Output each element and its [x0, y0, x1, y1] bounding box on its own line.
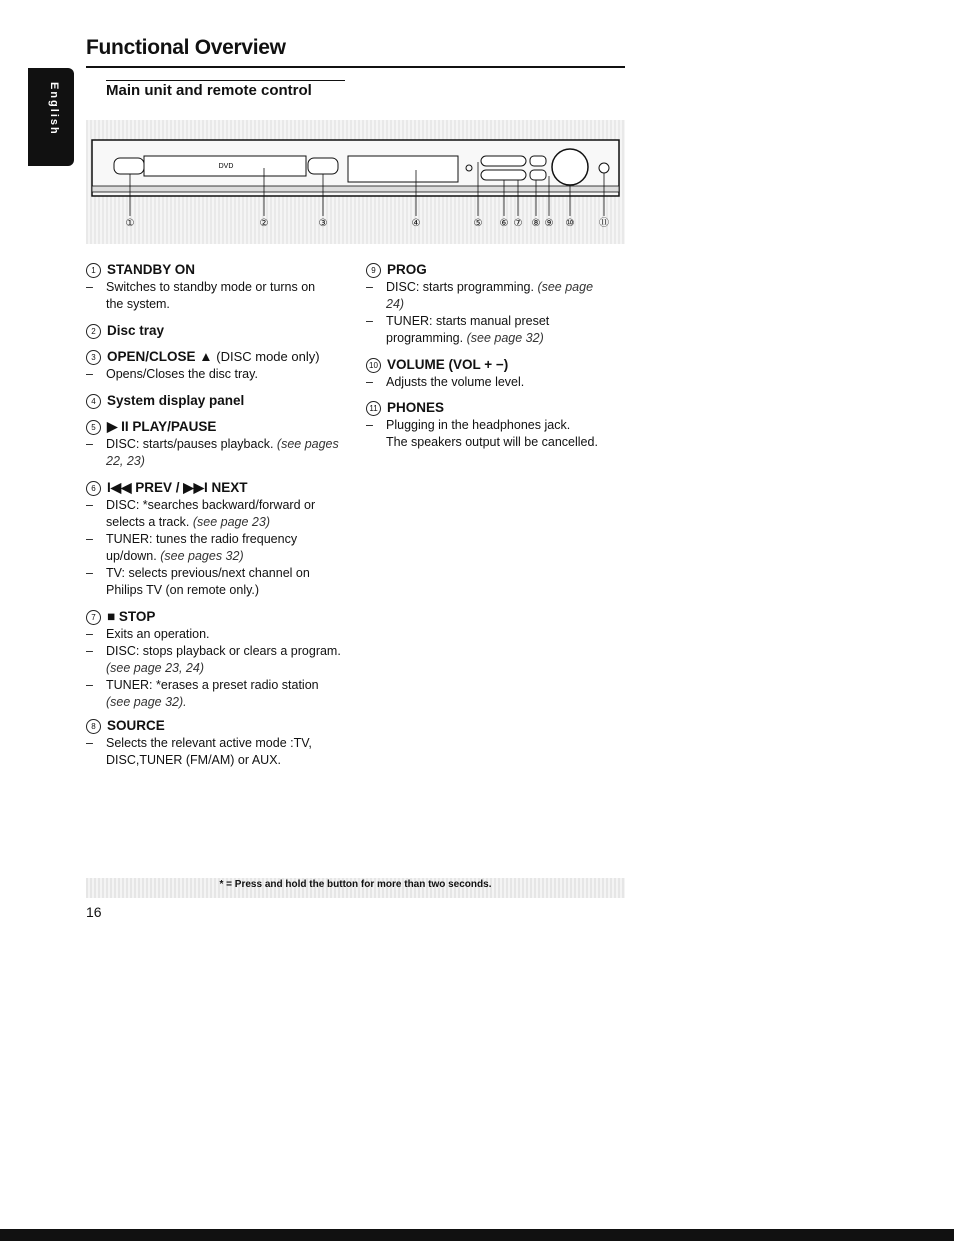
function-item [86, 479, 346, 599]
callout-2: ② [259, 218, 269, 229]
item-description-line [86, 279, 346, 296]
play-prev-next-buttons [481, 156, 526, 166]
item-description-line [86, 296, 346, 313]
callout-8: ⑧ [531, 218, 541, 229]
item-title: OPEN/CLOSE ▲ [107, 349, 213, 364]
item-description-line [366, 374, 626, 391]
item-description-line [86, 514, 346, 531]
item-title: PROG [387, 262, 427, 277]
description-text: TV: selects previous/next channel on [106, 566, 310, 580]
display-panel [348, 156, 458, 182]
function-item [86, 392, 346, 410]
dash-marker: – [86, 566, 93, 580]
dash-marker: – [86, 532, 93, 546]
function-item [86, 608, 346, 711]
description-text: Philips TV (on remote only.) [106, 583, 260, 597]
item-title: SOURCE [107, 718, 165, 733]
source-button [530, 156, 546, 166]
function-item [366, 399, 626, 451]
dash-marker: – [366, 418, 373, 432]
dash-marker: – [366, 314, 373, 328]
phones-jack [599, 163, 609, 173]
page-reference: (see pages 32) [160, 549, 244, 563]
page-reference: 24) [386, 297, 405, 311]
dash-marker: – [86, 280, 93, 294]
prog-button [530, 170, 546, 180]
item-number-badge: 6 [86, 481, 101, 496]
bottom-edge-bar [0, 1229, 954, 1241]
item-title: ▶ II PLAY/PAUSE [107, 419, 217, 434]
item-description-line [86, 735, 346, 752]
callout-numbers [126, 217, 609, 229]
dash-marker: – [86, 498, 93, 512]
dash-marker: – [366, 375, 373, 389]
dash-marker: – [86, 678, 93, 692]
page-reference: (see page 23, 24) [106, 661, 204, 675]
item-number-badge: 3 [86, 350, 101, 365]
item-description-line [86, 677, 346, 694]
item-description-line [86, 497, 346, 514]
item-description-line [86, 660, 346, 677]
item-description-line [86, 626, 346, 643]
function-item [86, 322, 346, 340]
dash-marker: – [86, 367, 93, 381]
item-description-line [86, 643, 346, 660]
description-text: Selects the relevant active mode :TV, [106, 736, 312, 750]
item-description-line [86, 436, 346, 453]
item-description-line [86, 565, 346, 582]
callout-1: ① [125, 218, 135, 229]
dash-marker: – [86, 437, 93, 451]
function-item-heading [86, 392, 346, 410]
item-number-badge: 1 [86, 263, 101, 278]
description-text: DISC: starts/pauses playback. [106, 437, 277, 451]
description-text: DISC: *searches backward/forward or [106, 498, 316, 512]
item-title: Disc tray [107, 323, 165, 338]
page-title: Functional Overview [86, 36, 286, 59]
description-text: Switches to standby mode or turns on [106, 280, 316, 294]
language-tab-label: English [48, 82, 60, 136]
title-divider [86, 66, 625, 68]
item-description-line [366, 296, 626, 313]
item-description-line [366, 313, 626, 330]
function-item-heading [366, 399, 626, 417]
description-text: The speakers output will be cancelled. [386, 435, 598, 449]
function-item-heading [86, 348, 346, 366]
callout-6: ⑥ [499, 218, 509, 229]
standby-button [114, 158, 144, 174]
function-item-heading [86, 261, 346, 279]
item-description-line [366, 279, 626, 296]
item-number-badge: 8 [86, 719, 101, 734]
page-number: 16 [86, 904, 102, 920]
item-title: I◀◀ PREV / ▶▶I NEXT [107, 480, 248, 495]
description-text: up/down. [106, 549, 161, 563]
item-number-badge: 11 [366, 401, 381, 416]
callout-7: ⑦ [513, 218, 523, 229]
description-text: TUNER: tunes the radio frequency [106, 532, 298, 546]
item-title: VOLUME (VOL + −) [387, 357, 509, 372]
dash-marker: – [86, 736, 93, 750]
page-reference: (see page 23) [192, 515, 270, 529]
item-title: System display panel [107, 393, 245, 408]
function-item [86, 261, 346, 313]
function-item-heading [86, 479, 346, 497]
item-number-badge: 10 [366, 358, 381, 373]
description-text: TUNER: *erases a preset radio station [106, 678, 319, 692]
page-reference: (see page 32). [106, 695, 187, 709]
function-item [366, 356, 626, 391]
callout-5: ⑤ [473, 218, 483, 229]
description-text: Adjusts the volume level. [386, 375, 525, 389]
description-text: DISC,TUNER (FM/AM) or AUX. [106, 753, 282, 767]
description-text: programming. [386, 331, 467, 345]
volume-knob [552, 149, 588, 185]
item-title: ■ STOP [107, 609, 156, 624]
function-item-heading [86, 418, 346, 436]
item-description-line [86, 453, 346, 470]
callout-10: ⑩ [565, 218, 575, 229]
function-item-heading [366, 261, 626, 279]
item-description-line [366, 434, 626, 451]
item-description-line [366, 417, 626, 434]
item-description-line [86, 366, 346, 383]
item-number-badge: 4 [86, 394, 101, 409]
item-number-badge: 7 [86, 610, 101, 625]
item-title: PHONES [387, 400, 445, 415]
page-reference: (see page 32) [466, 331, 544, 345]
description-text: the system. [106, 297, 170, 311]
item-description-line [86, 531, 346, 548]
function-item-heading [86, 322, 346, 340]
item-description-line [86, 582, 346, 599]
description-text: DISC: starts programming. [386, 280, 538, 294]
callout-9: ⑨ [544, 218, 554, 229]
function-item-heading [366, 356, 626, 374]
section-title: Main unit and remote control [106, 82, 312, 99]
item-description-line [86, 694, 346, 711]
function-item [86, 717, 346, 769]
item-title-suffix: (DISC mode only) [212, 349, 320, 364]
description-text: Plugging in the headphones jack. [386, 418, 571, 432]
page-reference: (see page [537, 280, 594, 294]
description-text: Opens/Closes the disc tray. [106, 367, 258, 381]
section-divider [106, 80, 345, 81]
dash-marker: – [86, 644, 93, 658]
item-number-badge: 5 [86, 420, 101, 435]
function-item [366, 261, 626, 347]
callout-11: ⑪ [599, 218, 609, 229]
dash-marker: – [86, 627, 93, 641]
description-text: Exits an operation. [106, 627, 210, 641]
description-text: DISC: stops playback or clears a program. [106, 644, 341, 658]
footer-note: * = Press and hold the button for more than two seconds. [219, 879, 492, 890]
function-item-heading [86, 608, 346, 626]
stop-buttons [481, 170, 526, 180]
function-item [86, 418, 346, 470]
description-text: TUNER: starts manual preset [386, 314, 550, 328]
function-item-heading [86, 717, 346, 735]
page-reference: (see pages [276, 437, 339, 451]
callout-3: ③ [318, 218, 328, 229]
callout-4: ④ [411, 218, 421, 229]
dash-marker: – [366, 280, 373, 294]
function-item [86, 348, 346, 383]
item-description-line [86, 548, 346, 565]
dvd-logo: DVD [218, 163, 234, 170]
open-close-button [308, 158, 338, 174]
item-number-badge: 9 [366, 263, 381, 278]
description-text: selects a track. [106, 515, 193, 529]
item-number-badge: 2 [86, 324, 101, 339]
page-reference: 22, 23) [106, 454, 145, 468]
item-title: STANDBY ON [107, 262, 196, 277]
main-unit-illustration [86, 120, 625, 244]
unit-base [92, 186, 619, 192]
item-description-line [366, 330, 626, 347]
item-description-line [86, 752, 346, 769]
